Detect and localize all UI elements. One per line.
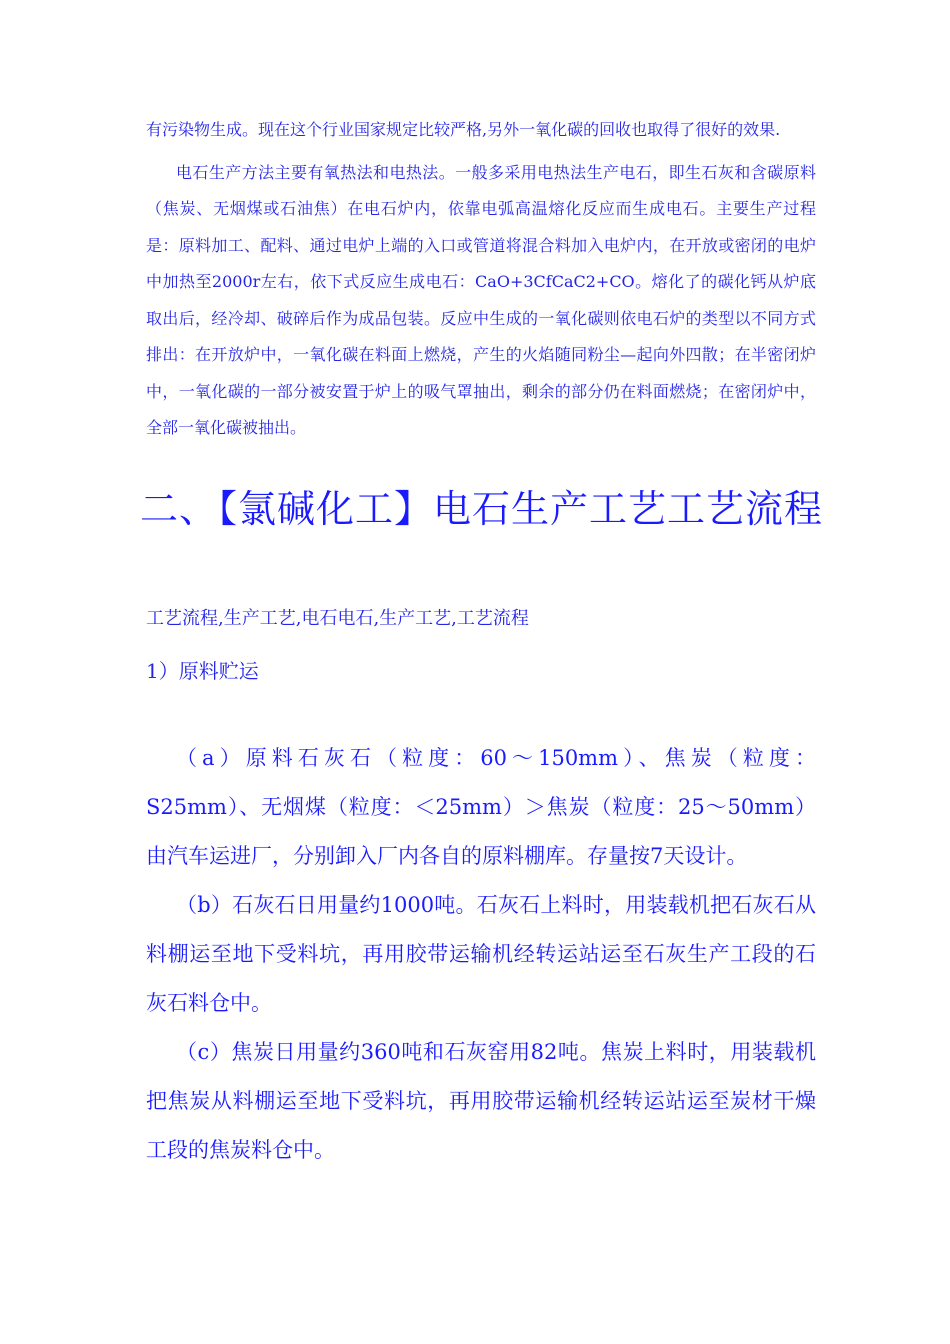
- subsection-title: 1）原料贮运: [146, 659, 259, 683]
- paragraph-b: （b）石灰石日用量约1000吨。石灰石上料时，用装载机把石灰石从料棚运至地下受料坑，再用胶带运输机经转运站运至石灰生产工段的石灰石料仓中。: [146, 893, 816, 1015]
- raw-material-section: [146, 734, 816, 1175]
- intro-section: [146, 112, 816, 447]
- keywords-line: 工艺流程,生产工艺,电石电石,生产工艺,工艺流程: [146, 608, 529, 629]
- section-heading: 二、【氯碱化工】电石生产工艺工艺流程: [140, 487, 824, 531]
- production-method-paragraph: 电石生产方法主要有氧热法和电热法。一般多采用电热法生产电石，即生石灰和含碳原料（焦炭、无烟煤或石油焦）在电石炉内，依靠电弧高温熔化反应而生成电石。主要生产过程是：原料加工、配料、通过电炉上端的入口或管道将混合料加入电炉内，在开放或密闭的电炉中加热至2000r左右，依下式反应生成电石：CaO+3CfCaC2+CO。熔化了的碳化钙从炉底取出后，经冷却、破碎后作为成品包装。反应中生成的一氧化碳则依电石炉的类型以不同方式排出：在开放炉中，一氧化碳在料面上燃烧，产生的火焰随同粉尘—起向外四散；在半密闭炉中，一氧化碳的一部分被安置于炉上的吸气罩抽出，剩余的部分仍在料面燃烧；在密闭炉中，全部一氧化碳被抽出。: [146, 162, 816, 437]
- intro-continuation-paragraph: 有污染物生成。现在这个行业国家规定比较严格,另外一氧化碳的回收也取得了很好的效果.: [146, 120, 781, 139]
- paragraph-c: （c）焦炭日用量约360吨和石灰窑用82吨。焦炭上料时，用装载机把焦炭从料棚运至地下受料坑，再用胶带运输机经转运站运至炭材干燥工段的焦炭料仓中。: [146, 1040, 816, 1162]
- paragraph-a: （a）原料石灰石（粒度：60～150mm）、焦炭（粒度：S25mm）、无烟煤（粒度：＜25mm）＞焦炭（粒度：25～50mm）由汽车运进厂，分别卸入厂内各自的原料棚库。存量按7天设计。: [146, 746, 816, 868]
